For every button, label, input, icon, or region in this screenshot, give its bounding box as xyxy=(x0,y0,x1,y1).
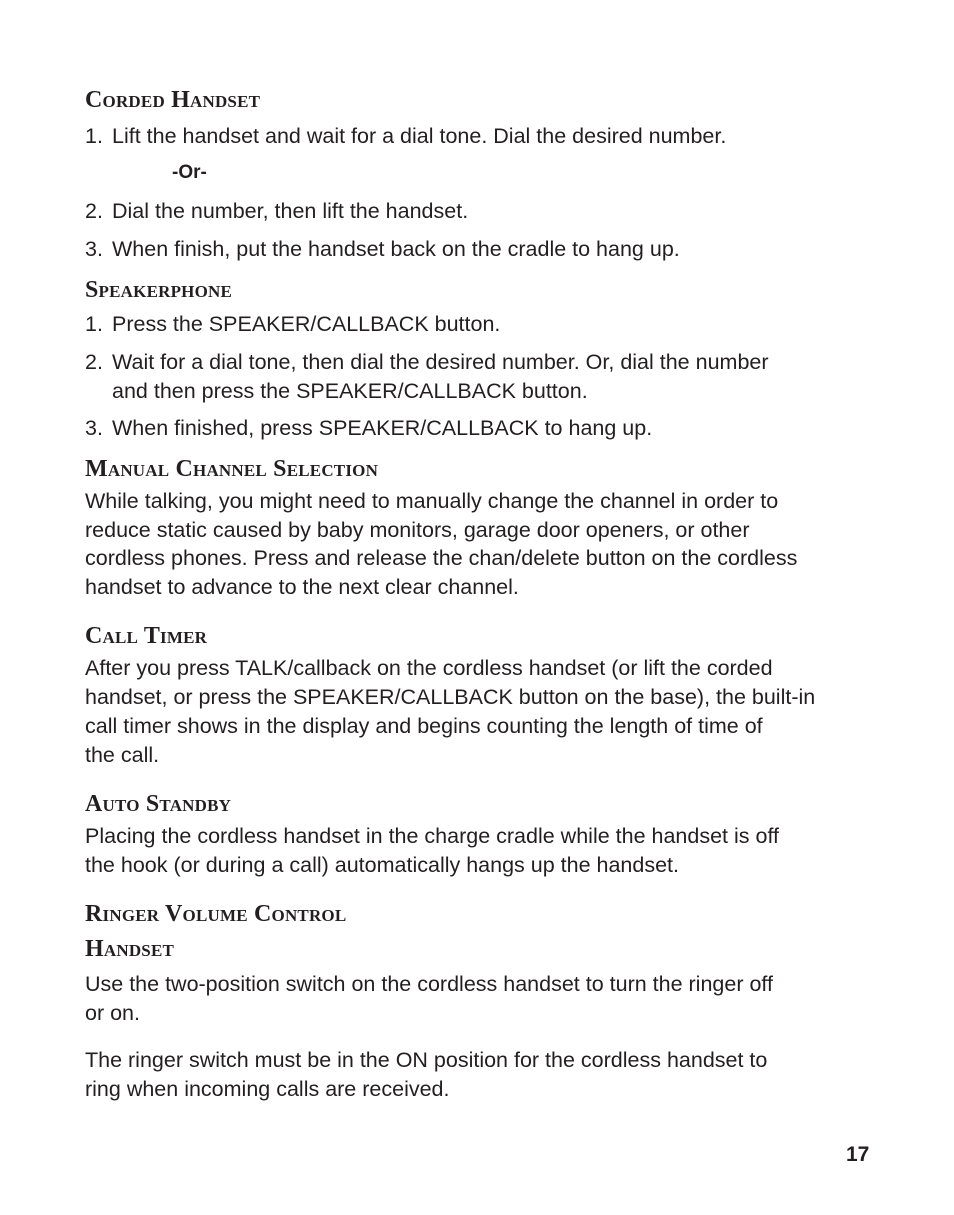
heading-speakerphone: Speakerphone xyxy=(85,277,233,303)
ringer-paragraph-line: The ringer switch must be in the ON position for the cordless handset to xyxy=(85,1048,768,1072)
ringer-paragraph-line: ring when incoming calls are received. xyxy=(85,1077,450,1101)
corded-step-2 xyxy=(85,197,865,226)
heading-ringer-volume-control: Ringer Volume Control xyxy=(85,901,347,927)
step-text: Press the SPEAKER/CALLBACK button. xyxy=(112,312,501,336)
manual-page xyxy=(85,0,875,1215)
step-text: When finished, press SPEAKER/CALLBACK to hang up. xyxy=(112,416,653,440)
timer-paragraph-line: After you press TALK/callback on the cordless handset (or lift the corded xyxy=(85,656,773,680)
corded-step-3 xyxy=(85,235,865,264)
step-text-line: and then press the SPEAKER/CALLBACK button. xyxy=(112,378,588,403)
speaker-step-3 xyxy=(85,414,865,443)
heading-corded-handset: Corded Handset xyxy=(85,87,261,113)
subheading-handset: Handset xyxy=(85,936,175,962)
step-text: Lift the handset and wait for a dial tone. Dial the desired number. xyxy=(112,124,727,148)
or-label: -Or- xyxy=(172,162,207,183)
standby-paragraph-line: the hook (or during a call) automatically hangs up the handset. xyxy=(85,853,680,877)
speaker-step-1 xyxy=(85,310,865,339)
page-number: 17 xyxy=(846,1143,870,1166)
step-number: 1. xyxy=(85,124,103,148)
step-number: 3. xyxy=(85,237,103,261)
corded-step-1 xyxy=(85,122,865,151)
channel-paragraph-line: handset to advance to the next clear channel. xyxy=(85,575,519,599)
heading-auto-standby: Auto Standby xyxy=(85,791,232,817)
step-text-line: Wait for a dial tone, then dial the desired number. Or, dial the number xyxy=(112,350,769,374)
ringer-paragraph-line: or on. xyxy=(85,1001,140,1025)
timer-paragraph-line: handset, or press the SPEAKER/CALLBACK button on the base), the built-in xyxy=(85,685,816,709)
step-text: When finish, put the handset back on the cradle to hang up. xyxy=(112,237,680,261)
standby-paragraph-line: Placing the cordless handset in the charge cradle while the handset is off xyxy=(85,824,780,848)
speaker-step-2 xyxy=(85,348,865,405)
step-number: 1. xyxy=(85,312,103,336)
ringer-paragraph-line: Use the two-position switch on the cordless handset to turn the ringer off xyxy=(85,972,773,996)
step-text: Dial the number, then lift the handset. xyxy=(112,199,469,223)
heading-call-timer: Call Timer xyxy=(85,623,208,649)
step-number: 2. xyxy=(85,350,103,374)
timer-paragraph-line: the call. xyxy=(85,743,160,767)
channel-paragraph-line: reduce static caused by baby monitors, garage door openers, or other xyxy=(85,518,750,542)
channel-paragraph-line: While talking, you might need to manually change the channel in order to xyxy=(85,489,779,513)
step-number: 3. xyxy=(85,416,103,440)
timer-paragraph-line: call timer shows in the display and begins counting the length of time of xyxy=(85,714,763,738)
channel-paragraph-line: cordless phones. Press and release the chan/delete button on the cordless xyxy=(85,546,798,570)
heading-manual-channel-selection: Manual Channel Selection xyxy=(85,456,379,482)
step-number: 2. xyxy=(85,199,103,223)
